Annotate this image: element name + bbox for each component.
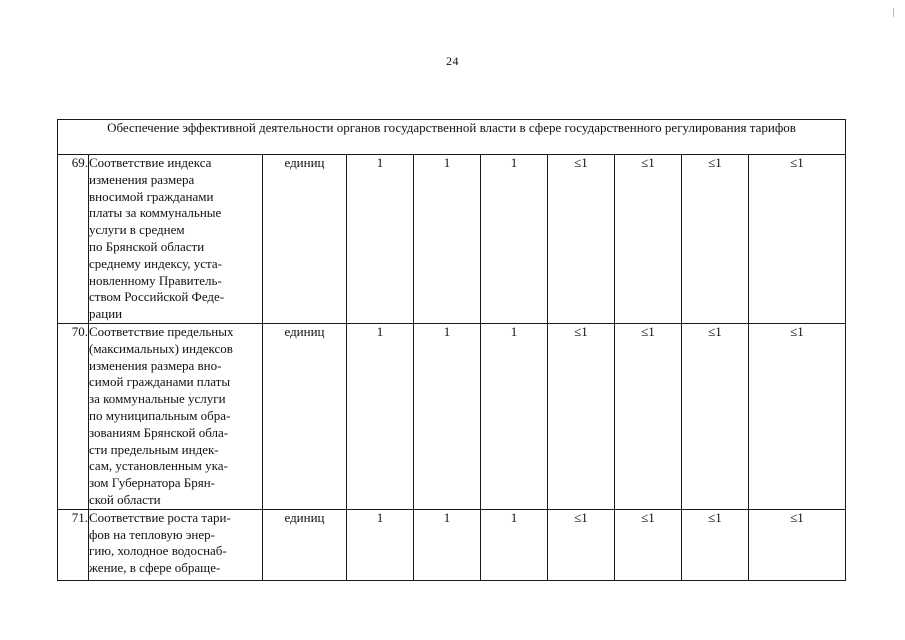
value-cell: ≤1 bbox=[682, 155, 749, 324]
indicator-name-line: зованиям Брянской обла- bbox=[89, 424, 229, 440]
row-number: 69. bbox=[58, 155, 89, 324]
page-cutoff bbox=[0, 591, 905, 640]
indicator-name-line: по муниципальным обра- bbox=[89, 407, 231, 423]
unit-cell: единиц bbox=[263, 509, 347, 580]
value-cell: ≤1 bbox=[749, 323, 846, 509]
value-cell: ≤1 bbox=[548, 509, 615, 580]
unit-cell: единиц bbox=[263, 155, 347, 324]
indicator-name-line: Соответствие роста тари- bbox=[89, 509, 231, 525]
value-cell: 1 bbox=[481, 509, 548, 580]
value-cell: ≤1 bbox=[615, 509, 682, 580]
value-cell: 1 bbox=[481, 155, 548, 324]
indicator-name-line: ской области bbox=[89, 491, 161, 507]
indicator-name-line: сти предельным индек- bbox=[89, 441, 219, 457]
row-number: 71. bbox=[58, 509, 89, 580]
indicator-name-line: жение, в сфере обраще- bbox=[89, 560, 221, 576]
indicator-name-line: вносимой гражданами bbox=[89, 188, 214, 204]
indicator-name-line: по Брянской области bbox=[89, 238, 205, 254]
indicators-table bbox=[57, 119, 846, 581]
indicator-name bbox=[89, 509, 263, 580]
table-row bbox=[58, 155, 846, 324]
value-cell: ≤1 bbox=[749, 509, 846, 580]
indicator-name-line: фов на тепловую энер- bbox=[89, 526, 215, 542]
value-cell: ≤1 bbox=[749, 155, 846, 324]
indicator-name-line: услуги в среднем bbox=[89, 222, 185, 238]
indicator-name-line: изменения размера bbox=[89, 171, 195, 187]
value-cell: 1 bbox=[414, 155, 481, 324]
value-cell: 1 bbox=[347, 509, 414, 580]
indicator-name-line: среднему индексу, уста- bbox=[89, 255, 222, 271]
unit-cell: единиц bbox=[263, 323, 347, 509]
value-cell: 1 bbox=[347, 155, 414, 324]
indicator-name-line: рации bbox=[89, 306, 123, 322]
value-cell: ≤1 bbox=[682, 323, 749, 509]
table-row bbox=[58, 323, 846, 509]
indicator-name-line: Соответствие предельных bbox=[89, 323, 234, 339]
scan-edge-mark bbox=[893, 8, 894, 17]
page-number: 24 bbox=[446, 54, 459, 68]
indicator-name-line: зом Губернатора Брян- bbox=[89, 475, 216, 491]
indicator-name-line: новленному Правитель- bbox=[89, 272, 222, 288]
value-cell: ≤1 bbox=[615, 155, 682, 324]
value-cell: ≤1 bbox=[548, 323, 615, 509]
table-row bbox=[58, 509, 846, 580]
indicator-name bbox=[89, 323, 263, 509]
value-cell: ≤1 bbox=[548, 155, 615, 324]
section-header-row bbox=[58, 120, 846, 155]
indicator-name-line: платы за коммунальные bbox=[89, 205, 222, 221]
indicator-name-line: (максимальных) индексов bbox=[89, 340, 233, 356]
value-cell: 1 bbox=[414, 509, 481, 580]
indicator-name-line: симой гражданами платы bbox=[89, 374, 231, 390]
value-cell: ≤1 bbox=[682, 509, 749, 580]
value-cell: 1 bbox=[414, 323, 481, 509]
indicator-name-line: за коммунальные услуги bbox=[89, 391, 226, 407]
indicator-name-line: Соответствие индекса bbox=[89, 155, 212, 170]
section-title: Обеспечение эффективной деятельности органов государственной власти в сфере государственного регулирования тарифов bbox=[58, 120, 846, 155]
indicator-name bbox=[89, 155, 263, 324]
indicator-name-line: изменения размера вно- bbox=[89, 357, 222, 373]
value-cell: 1 bbox=[481, 323, 548, 509]
row-number: 70. bbox=[58, 323, 89, 509]
value-cell: ≤1 bbox=[615, 323, 682, 509]
indicator-name-line: гию, холодное водоснаб- bbox=[89, 543, 227, 559]
indicator-name-line: сам, установленным ука- bbox=[89, 458, 228, 474]
indicator-name-line: ством Российской Феде- bbox=[89, 289, 225, 305]
value-cell: 1 bbox=[347, 323, 414, 509]
